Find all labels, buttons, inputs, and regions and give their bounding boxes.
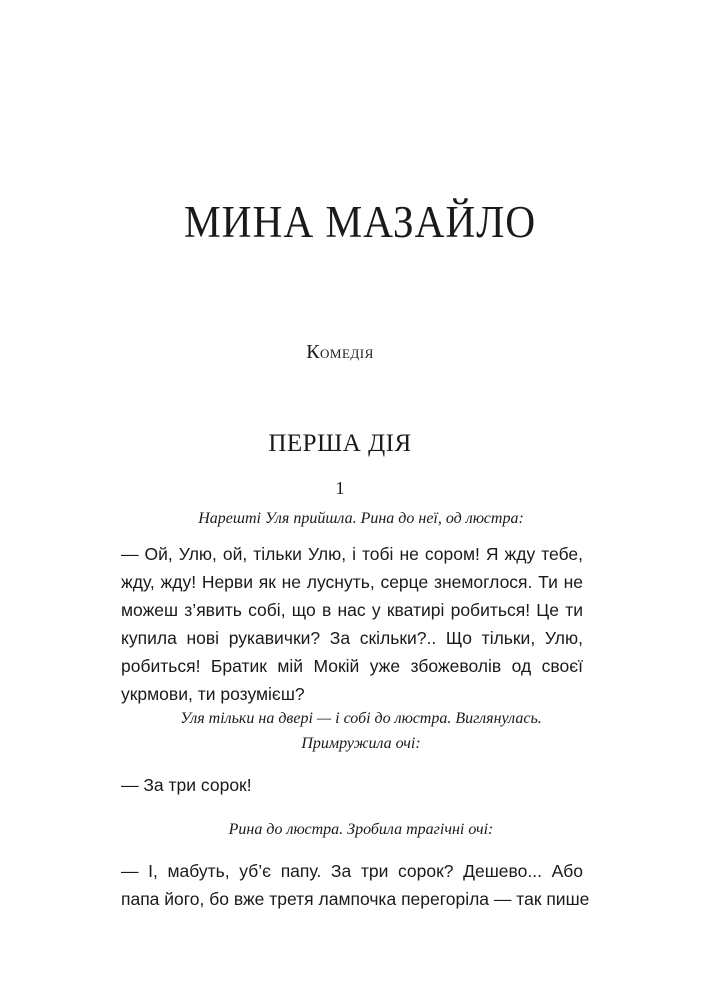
speech-paragraph: [121, 540, 583, 708]
stage-direction-line: Уля тільки на двері — і собі до люстра. Виглянулась.: [180, 710, 542, 727]
text-line: — За три сорок!: [121, 775, 252, 795]
text-line: — І, мабуть, уб’є папу. За три сорок? Дешево... Або: [121, 861, 583, 881]
text-line: жду, жду! Нерви як не луснуть, серце знемоглося. Ти не: [121, 572, 583, 592]
text-line: — Ой, Улю, ой, тільки Улю, і тобі не сором! Я жду тебе,: [121, 544, 583, 564]
act-heading: ПЕРША ДІЯ: [268, 430, 412, 457]
play-genre: [0, 341, 680, 364]
stage-direction: [120, 706, 602, 756]
text-line: укрмови, ти розумієш?: [121, 684, 305, 704]
scene-number: 1: [335, 478, 345, 498]
stage-direction-line: Примружила очі:: [301, 735, 421, 752]
speech-paragraph: [121, 857, 590, 913]
play-title: МИНА МАЗАЙЛО: [183, 197, 537, 247]
stage-direction: Нарешті Уля прийшла. Рина до неї, од люстра:: [198, 510, 524, 527]
text-line: папа його, бо вже третя лампочка перегоріла — так пише: [121, 889, 590, 909]
text-line: робиться! Братик мій Мокій уже збожеволів од своєї: [121, 656, 583, 676]
stage-direction: Рина до люстра. Зробила трагічні очі:: [228, 821, 494, 838]
genre-first-letter: К: [306, 341, 321, 363]
speech-paragraph: [121, 771, 583, 799]
genre-rest: омедія: [320, 342, 374, 362]
text-line: можеш з’явить собі, що в нас у кватирі робиться! Це ти: [121, 600, 583, 620]
text-line: купила нові рукавички? За скільки?.. Що тільки, Улю,: [121, 628, 583, 648]
